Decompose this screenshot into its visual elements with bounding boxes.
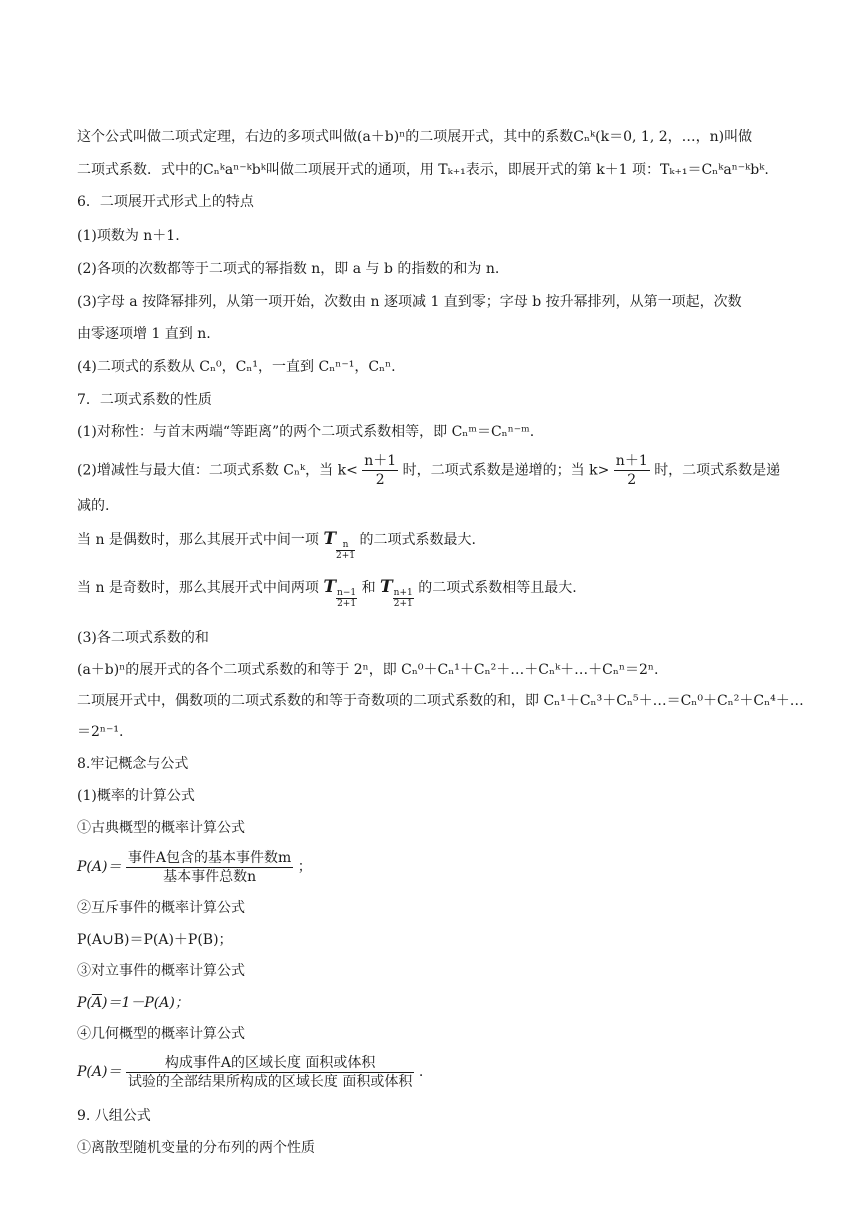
text-line: 由零逐项增 1 直到 n. bbox=[77, 326, 211, 342]
formula-line bbox=[77, 847, 312, 887]
text-line: (1)对称性：与首末两端“等距离”的两个二项式系数相等，即 Cₙᵐ＝Cₙⁿ⁻ᵐ. bbox=[77, 424, 535, 440]
text-line: (1)概率的计算公式 bbox=[77, 788, 195, 804]
fraction-numerator: n＋1 bbox=[364, 453, 397, 469]
text-line: ④几何概型的概率计算公式 bbox=[77, 1026, 245, 1042]
section-heading: 8.牢记概念与公式 bbox=[77, 756, 189, 772]
formula-lhs: P(A)＝ bbox=[77, 859, 122, 875]
text-line bbox=[77, 529, 476, 561]
formula-line bbox=[77, 1052, 423, 1092]
text-line: ＝2ⁿ⁻¹. bbox=[77, 724, 124, 740]
subscript-plus: +1 bbox=[399, 599, 413, 609]
text-line: (3)各二项式系数的和 bbox=[77, 630, 209, 646]
fraction-denominator: 试验的全部结果所构成的区域长度 面积或体积 bbox=[127, 1073, 413, 1090]
text-run: (2)增减性与最大值：二项式系数 Cₙᵏ，当 k< bbox=[77, 462, 358, 479]
text-line: ③对立事件的概率计算公式 bbox=[77, 963, 245, 979]
text-line bbox=[77, 993, 189, 1013]
term-subscript bbox=[336, 588, 357, 609]
section-heading: 9. 八组公式 bbox=[77, 1108, 151, 1124]
term-symbol: T bbox=[323, 529, 337, 549]
fraction bbox=[362, 452, 398, 489]
text-run: 的二项式系数相等且最大. bbox=[418, 580, 577, 596]
term-symbol: T bbox=[380, 577, 393, 597]
text-run: 时，二项式系数是递 bbox=[654, 462, 781, 479]
fraction-denominator: 基本事件总数n bbox=[163, 868, 257, 885]
fraction-numerator: 构成事件A的区域长度 面积或体积 bbox=[126, 1054, 414, 1073]
text-line bbox=[77, 577, 577, 609]
text-run: P( bbox=[77, 995, 92, 1011]
text-line: P(A∪B)＝P(A)＋P(B)； bbox=[77, 932, 233, 948]
subscript-numerator: n−1 bbox=[337, 588, 357, 598]
fraction-denominator: 2 bbox=[627, 472, 637, 488]
text-run: 当 n 是偶数时，那么其展开式中间一项 bbox=[77, 532, 319, 548]
text-run: . bbox=[418, 1064, 424, 1080]
text-line: ①离散型随机变量的分布列的两个性质 bbox=[77, 1140, 315, 1156]
term-subscript bbox=[336, 540, 355, 561]
complement-event: $\overline{A}$ bbox=[91, 995, 103, 1011]
term-subscript bbox=[393, 588, 414, 609]
text-run: )＝1－P(A)； bbox=[102, 995, 189, 1011]
text-line: (a＋b)ⁿ的展开式的各个二项式系数的和等于 2ⁿ，即 Cₙ⁰＋Cₙ¹＋Cₙ²＋…＋Cₙᵏ＋…＋Cₙⁿ＝2ⁿ. bbox=[77, 662, 659, 678]
text-line: (3)字母 a 按降幂排列，从第一项开始，次数由 n 逐项减 1 直到零；字母 b 按升幂排列，从第一项起，次数 bbox=[77, 294, 742, 310]
text-line: 二项式系数．式中的Cₙᵏaⁿ⁻ᵏbᵏ叫做二项展开式的通项，用 Tₖ₊₁表示，即展开式的第 k＋1 项：Tₖ₊₁＝Cₙᵏaⁿ⁻ᵏbᵏ. bbox=[77, 162, 769, 178]
text-run: 和 bbox=[361, 580, 376, 596]
text-run: 时，二项式系数是递增的；当 k> bbox=[402, 462, 610, 479]
subscript-den-value: 2 bbox=[393, 599, 400, 609]
fraction bbox=[614, 452, 650, 489]
subscript-numerator: n+1 bbox=[393, 588, 413, 598]
section-heading: 6．二项展开式形式上的特点 bbox=[77, 194, 254, 210]
fraction-denominator: 2 bbox=[375, 472, 385, 488]
text-run: ； bbox=[297, 859, 312, 875]
text-line bbox=[77, 452, 780, 489]
subscript-denominator bbox=[336, 599, 357, 609]
term-symbol: T bbox=[323, 577, 337, 597]
fraction-numerator: n＋1 bbox=[615, 453, 648, 469]
formula-lhs: P(A)＝ bbox=[77, 1064, 122, 1080]
section-heading: 7．二项式系数的性质 bbox=[77, 392, 212, 408]
text-line: (1)项数为 n＋1. bbox=[77, 228, 180, 244]
fraction-numerator: 事件A包含的基本事件数m bbox=[127, 849, 292, 866]
subscript-numerator: n bbox=[336, 540, 355, 551]
text-line: 减的. bbox=[77, 498, 110, 514]
subscript-denominator bbox=[336, 551, 355, 561]
fraction bbox=[126, 1054, 414, 1091]
text-line: (4)二项式的系数从 Cₙ⁰，Cₙ¹，一直到 Cₙⁿ⁻¹，Cₙⁿ. bbox=[77, 359, 396, 375]
text-line: ②互斥事件的概率计算公式 bbox=[77, 900, 245, 916]
text-run: 的二项式系数最大. bbox=[359, 532, 476, 548]
subscript-plus: +1 bbox=[341, 551, 356, 561]
subscript-plus: +1 bbox=[342, 599, 357, 609]
text-run: 当 n 是奇数时，那么其展开式中间两项 bbox=[77, 580, 319, 596]
subscript-denominator bbox=[393, 599, 414, 609]
subscript-den-value: 2 bbox=[337, 599, 343, 609]
text-line: ①古典概型的概率计算公式 bbox=[77, 820, 245, 836]
text-line: 二项展开式中，偶数项的二项式系数的和等于奇数项的二项式系数的和，即 Cₙ¹＋Cₙ³＋Cₙ⁵＋…＝Cₙ⁰＋Cₙ²＋Cₙ⁴＋… bbox=[77, 693, 804, 709]
subscript-den-value: 2 bbox=[336, 551, 342, 561]
text-line: 这个公式叫做二项式定理，右边的多项式叫做(a＋b)ⁿ的二项展开式，其中的系数Cₙᵏ(k＝0, 1, 2，…，n)叫做 bbox=[77, 129, 753, 145]
fraction bbox=[126, 849, 293, 886]
text-line: (2)各项的次数都等于二项式的幂指数 n，即 a 与 b 的指数的和为 n. bbox=[77, 261, 500, 277]
